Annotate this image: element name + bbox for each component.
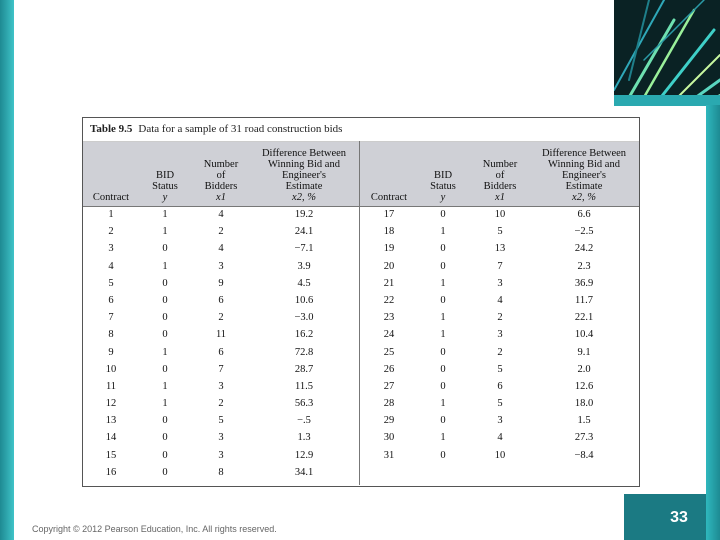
cell-contract: 5 <box>108 277 114 289</box>
cell-contract: 14 <box>105 432 117 444</box>
left-accent-bar <box>0 0 14 540</box>
cell-bid-status: 1 <box>440 432 446 444</box>
cell-contract: 15 <box>105 449 117 461</box>
table-row <box>83 379 639 396</box>
cell-bidders: 2 <box>218 398 224 410</box>
table-row <box>83 327 639 344</box>
header-difference-left: Difference Between Winning Bid and Engineer's Estimate x2, % <box>261 148 347 203</box>
cell-bid-status: 1 <box>162 209 168 220</box>
cell-bidders: 3 <box>497 415 503 427</box>
copyright-text: Copyright © 2012 Pearson Education, Inc. All rights reserved. <box>32 524 277 534</box>
cell-bid-status: 0 <box>162 432 168 444</box>
cell-bid-status: 0 <box>440 294 446 306</box>
cell-difference: 36.9 <box>574 277 594 289</box>
cell-bid-status: 1 <box>440 226 446 238</box>
cell-bidders: 3 <box>218 380 224 392</box>
cell-difference: 72.8 <box>294 346 314 358</box>
cell-difference: −8.4 <box>574 449 594 461</box>
table-label: Table 9.5 <box>90 123 133 135</box>
table-body <box>83 207 639 482</box>
table-row <box>83 310 639 327</box>
table-row <box>83 293 639 310</box>
table-row <box>83 413 639 430</box>
table-caption: Data for a sample of 31 road construction bids <box>138 123 343 135</box>
cell-contract: 4 <box>108 260 114 272</box>
cell-bid-status: 1 <box>440 312 446 324</box>
cell-bid-status: 0 <box>162 294 168 306</box>
cell-difference: 24.2 <box>574 243 594 255</box>
cell-bidders: 6 <box>218 346 224 358</box>
cell-difference: 11.7 <box>575 294 593 306</box>
cell-contract: 19 <box>383 243 395 255</box>
cell-difference: 56.3 <box>294 398 314 410</box>
cell-bidders: 8 <box>218 466 224 478</box>
cell-difference: 10.6 <box>294 294 314 306</box>
cell-difference: 28.7 <box>294 363 314 375</box>
cell-bidders: 10 <box>494 449 506 461</box>
cell-bid-status: 0 <box>440 346 446 358</box>
cell-bid-status: 0 <box>162 466 168 478</box>
cell-contract: 31 <box>383 449 395 461</box>
table-row <box>83 224 639 241</box>
cell-difference: 24.1 <box>294 226 314 238</box>
cell-difference: 4.5 <box>297 277 311 289</box>
cell-contract: 20 <box>383 260 395 272</box>
cell-bidders: 3 <box>218 432 224 444</box>
table-row <box>83 362 639 379</box>
cell-contract: 6 <box>108 294 114 306</box>
table-row <box>83 465 639 482</box>
cell-bidders: 9 <box>218 277 224 289</box>
cell-bid-status: 1 <box>162 226 168 238</box>
header-bid-left: BID Status y <box>152 170 178 203</box>
table-title <box>83 118 639 142</box>
cell-contract: 23 <box>383 312 395 324</box>
cell-bid-status: 0 <box>162 312 168 324</box>
header-contract-left: Contract <box>92 192 130 203</box>
cell-bidders: 5 <box>497 226 503 238</box>
cell-bidders: 4 <box>218 209 224 220</box>
cell-difference: 2.3 <box>577 260 591 272</box>
cell-contract: 8 <box>108 329 114 341</box>
cell-bidders: 11 <box>215 329 227 341</box>
cell-contract: 30 <box>383 432 395 444</box>
cell-bidders: 2 <box>497 346 503 358</box>
cell-bid-status: 0 <box>440 449 446 461</box>
table-row <box>83 241 639 258</box>
cell-difference: −3.0 <box>294 312 314 324</box>
header-contract-right: Contract <box>370 192 408 203</box>
cell-contract: 24 <box>383 329 395 341</box>
cell-bidders: 4 <box>497 294 503 306</box>
table-row <box>83 448 639 465</box>
cell-bidders: 2 <box>218 312 224 324</box>
cell-contract: 12 <box>105 398 117 410</box>
cell-bidders: 5 <box>497 363 503 375</box>
cell-bid-status: 0 <box>440 380 446 392</box>
cell-bidders: 3 <box>497 277 503 289</box>
cell-bid-status: 1 <box>162 380 168 392</box>
cell-contract: 17 <box>383 209 395 220</box>
cell-bidders: 6 <box>218 294 224 306</box>
header-bidders-left: Number of Bidders x1 <box>203 159 239 203</box>
cell-contract: 3 <box>108 243 114 255</box>
cell-contract: 28 <box>383 398 395 410</box>
cell-difference: 11.5 <box>295 380 313 392</box>
cell-bid-status: 1 <box>440 277 446 289</box>
cell-difference: 6.6 <box>577 209 591 220</box>
cell-difference: 1.3 <box>297 432 311 444</box>
cell-contract: 25 <box>383 346 395 358</box>
cell-bidders: 6 <box>497 380 503 392</box>
cell-bid-status: 1 <box>162 346 168 358</box>
cell-difference: −2.5 <box>574 226 594 238</box>
cell-bid-status: 0 <box>440 243 446 255</box>
cell-difference: 12.6 <box>574 380 594 392</box>
cell-difference: 19.2 <box>294 209 314 220</box>
cell-bidders: 2 <box>497 312 503 324</box>
cell-bid-status: 0 <box>162 449 168 461</box>
cell-bid-status: 1 <box>162 260 168 272</box>
table-row <box>83 259 639 276</box>
cell-contract: 18 <box>383 226 395 238</box>
cell-bidders: 5 <box>497 398 503 410</box>
table-header <box>83 142 639 207</box>
corner-fiber-image <box>614 0 720 106</box>
cell-bid-status: 1 <box>162 398 168 410</box>
cell-bid-status: 0 <box>440 363 446 375</box>
cell-bid-status: 1 <box>440 329 446 341</box>
cell-bidders: 3 <box>218 449 224 461</box>
cell-bidders: 13 <box>494 243 506 255</box>
cell-difference: 27.3 <box>574 432 594 444</box>
header-bid-right: BID Status y <box>430 170 456 203</box>
cell-bid-status: 0 <box>440 260 446 272</box>
cell-contract: 11 <box>105 380 117 392</box>
cell-contract: 10 <box>105 363 117 375</box>
cell-difference: 16.2 <box>294 329 314 341</box>
cell-bidders: 2 <box>218 226 224 238</box>
data-table <box>82 117 640 487</box>
table-row <box>83 430 639 447</box>
cell-contract: 29 <box>383 415 395 427</box>
cell-contract: 26 <box>383 363 395 375</box>
cell-bidders: 5 <box>218 415 224 427</box>
cell-difference: −7.1 <box>294 243 314 255</box>
corner-teal-strip <box>614 95 720 106</box>
table-row <box>83 345 639 362</box>
cell-bid-status: 0 <box>162 277 168 289</box>
cell-difference: 10.4 <box>574 329 594 341</box>
cell-contract: 16 <box>105 466 117 478</box>
cell-contract: 21 <box>383 277 395 289</box>
table-row <box>83 207 639 224</box>
cell-contract: 22 <box>383 294 395 306</box>
table-row <box>83 276 639 293</box>
cell-bidders: 4 <box>497 432 503 444</box>
right-accent-bar <box>706 105 720 540</box>
cell-contract: 27 <box>383 380 395 392</box>
header-bidders-right: Number of Bidders x1 <box>482 159 518 203</box>
page-number: 33 <box>670 509 688 526</box>
cell-difference: 3.9 <box>297 260 311 272</box>
cell-difference: 34.1 <box>294 466 314 478</box>
cell-difference: 22.1 <box>574 312 594 324</box>
cell-bid-status: 0 <box>440 209 446 220</box>
header-difference-right: Difference Between Winning Bid and Engineer's Estimate x2, % <box>541 148 627 203</box>
cell-contract: 13 <box>105 415 117 427</box>
cell-difference: 18.0 <box>574 398 594 410</box>
cell-contract: 2 <box>108 226 114 238</box>
cell-bidders: 4 <box>218 243 224 255</box>
cell-contract: 1 <box>108 209 114 220</box>
cell-bidders: 7 <box>218 363 224 375</box>
table-row <box>83 396 639 413</box>
cell-contract: 9 <box>108 346 114 358</box>
cell-difference: 2.0 <box>577 363 591 375</box>
cell-bid-status: 0 <box>162 243 168 255</box>
cell-bid-status: 0 <box>440 415 446 427</box>
cell-bid-status: 0 <box>162 329 168 341</box>
cell-difference: −.5 <box>297 415 311 427</box>
cell-bid-status: 0 <box>162 363 168 375</box>
cell-bid-status: 0 <box>162 415 168 427</box>
cell-difference: 12.9 <box>294 449 314 461</box>
cell-difference: 1.5 <box>577 415 591 427</box>
cell-bidders: 3 <box>497 329 503 341</box>
cell-contract: 7 <box>108 312 114 324</box>
cell-bidders: 10 <box>494 209 506 220</box>
cell-difference: 9.1 <box>577 346 591 358</box>
cell-bidders: 3 <box>218 260 224 272</box>
cell-bid-status: 1 <box>440 398 446 410</box>
cell-bidders: 7 <box>497 260 503 272</box>
